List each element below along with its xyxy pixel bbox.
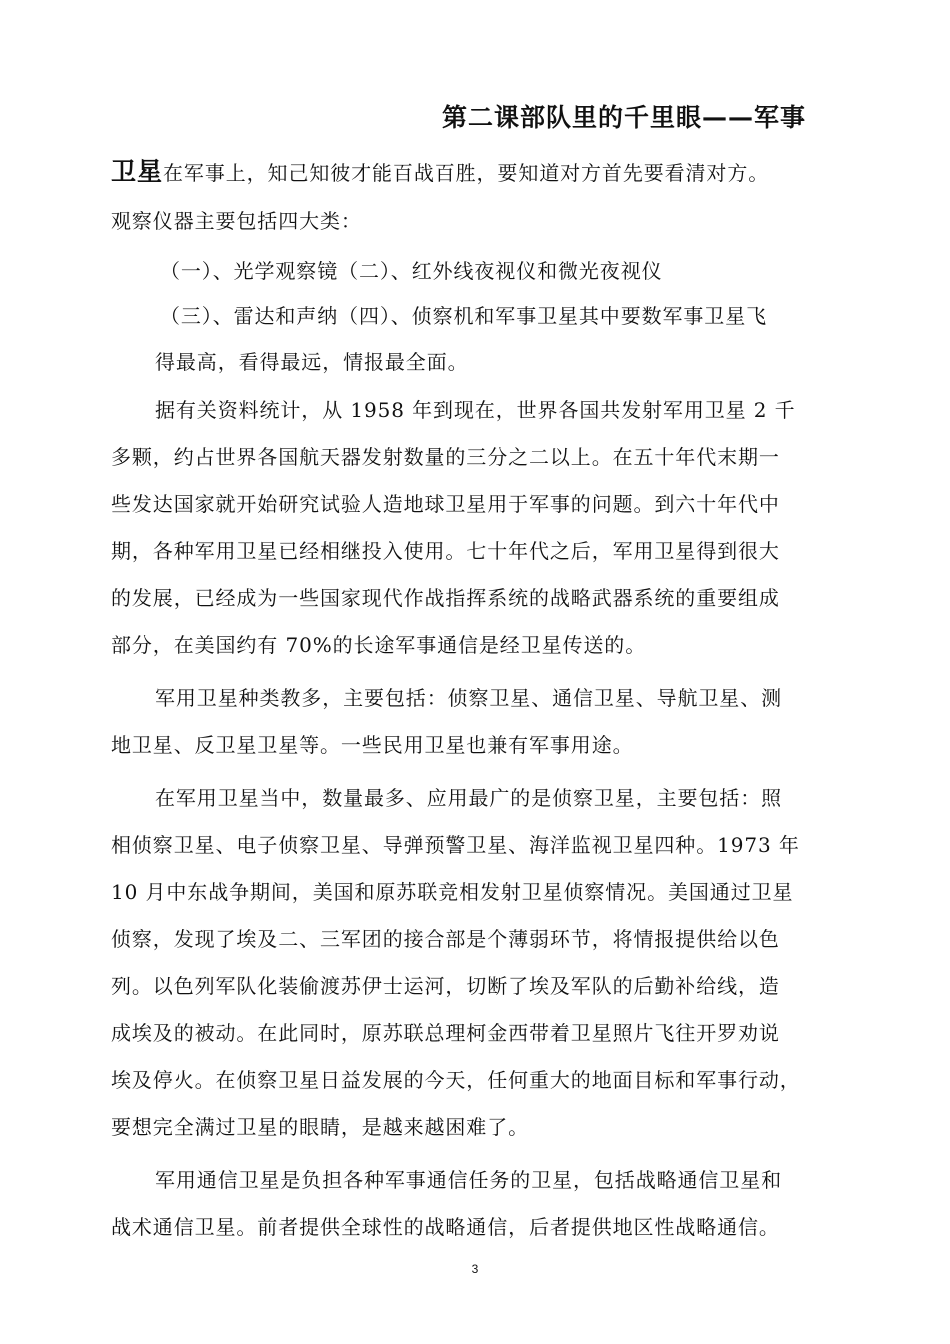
paragraph-line: 在军用卫星当中，数量最多、应用最广的是侦察卫星，主要包括：照 <box>155 786 782 810</box>
paragraph-line: 部分，在美国约有 70%的长途军事通信是经卫星传送的。 <box>111 633 647 657</box>
paragraph-line: 要想完全满过卫星的眼睛，是越来越困难了。 <box>111 1115 529 1139</box>
list-line: （三）、雷达和声纳（四）、侦察机和军事卫星其中要数军事卫星飞 <box>160 304 767 328</box>
paragraph-line: 多颗，约占世界各国航天器发射数量的三分之二以上。在五十年代末期一 <box>111 445 780 469</box>
lesson-title: 第二课部队里的千里眼——军事 <box>442 103 807 132</box>
paragraph-line: 列。以色列军队化装偷渡苏伊士运河，切断了埃及军队的后勤补给线，造 <box>111 974 780 998</box>
paragraph-line: 的发展，已经成为一些国家现代作战指挥系统的战略武器系统的重要组成 <box>111 586 780 610</box>
paragraph-line <box>111 152 769 188</box>
list-line: 得最高，看得最远，情报最全面。 <box>155 350 469 374</box>
paragraph-line: 相侦察卫星、电子侦察卫星、导弹预警卫星、海洋监视卫星四种。1973 年 <box>111 833 800 857</box>
lesson-title-continued: 卫星 <box>111 157 164 186</box>
paragraph-line: 10 月中东战争期间，美国和原苏联竞相发射卫星侦察情况。美国通过卫星 <box>111 880 794 904</box>
paragraph-line: 战术通信卫星。前者提供全球性的战略通信，后者提供地区性战略通信。 <box>111 1215 780 1239</box>
paragraph-line: 些发达国家就开始研究试验人造地球卫星用于军事的问题。到六十年代中 <box>111 492 780 516</box>
paragraph-line: 据有关资料统计，从 1958 年到现在，世界各国共发射军用卫星 2 千 <box>155 398 796 422</box>
paragraph-line: 军用通信卫星是负担各种军事通信任务的卫星，包括战略通信卫星和 <box>155 1168 782 1192</box>
paragraph-line: 埃及停火。在侦察卫星日益发展的今天，任何重大的地面目标和军事行动， <box>111 1068 801 1092</box>
list-line: （一）、光学观察镜（二）、红外线夜视仪和微光夜视仪 <box>160 259 663 283</box>
paragraph-line: 地卫星、反卫星卫星等。一些民用卫星也兼有军事用途。 <box>111 733 634 757</box>
paragraph-line: 观察仪器主要包括四大类： <box>111 209 362 233</box>
paragraph-line: 军用卫星种类教多，主要包括：侦察卫星、通信卫星、导航卫星、测 <box>155 686 782 710</box>
line-text: 在军事上，知己知彼才能百战百胜，要知道对方首先要看清对方。 <box>163 161 770 185</box>
paragraph-line: 成埃及的被动。在此同时，原苏联总理柯金西带着卫星照片飞往开罗劝说 <box>111 1021 780 1045</box>
paragraph-line: 期，各种军用卫星已经相继投入使用。七十年代之后，军用卫星得到很大 <box>111 539 780 563</box>
paragraph-line: 侦察，发现了埃及二、三军团的接合部是个薄弱环节，将情报提供给以色 <box>111 927 780 951</box>
page-number: 3 <box>471 1262 479 1276</box>
